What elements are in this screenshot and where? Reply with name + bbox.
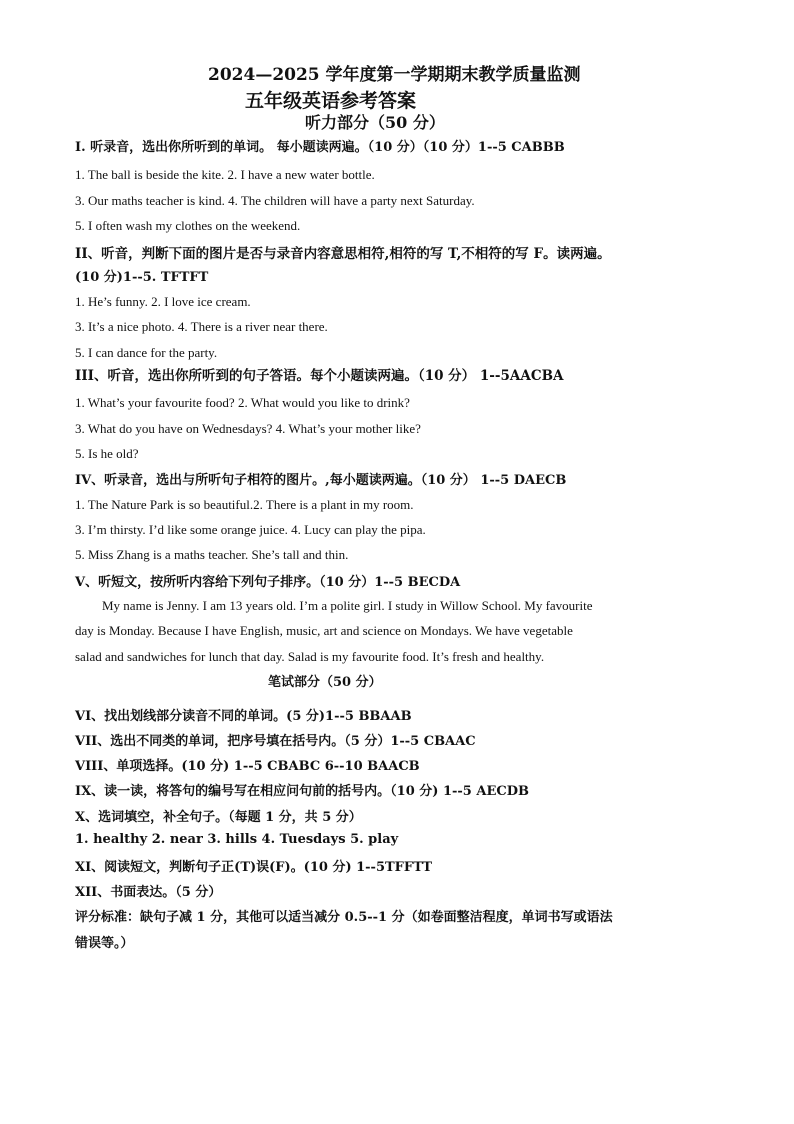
q4-line-1: 1. The Nature Park is so beautiful.2. There is a plant in my room. <box>75 497 414 512</box>
q5-passage-line-3: salad and sandwiches for lunch that day. Salad is my favourite food. It’s fresh and healthy. <box>75 649 545 664</box>
q1-line-2: 3. Our maths teacher is kind. 4. The children will have a party next Saturday. <box>75 193 475 208</box>
q4-line-3: 5. Miss Zhang is a maths teacher. She’s tall and thin. <box>75 547 349 562</box>
q5-passage-line-2: day is Monday. Because I have English, music, art and science on Mondays. We have vegetable <box>75 623 573 638</box>
q7-line: VII、选出不同类的单词，把序号填在括号内。（5 分）1--5 CBAAC <box>75 734 476 749</box>
q8-line: VIII、单项选择。(10 分) 1--5 CBABC 6--10 BAACB <box>75 759 420 774</box>
q9-line: IX、读一读，将答句的编号写在相应问句前的括号内。（10 分) 1--5 AECDB <box>75 784 529 799</box>
scoring-criteria-line-2: 错误等。） <box>75 936 134 951</box>
document-title: 2024—2025 学年度第一学期期末教学质量监测 <box>208 65 581 85</box>
q2-line-3: 5. I can dance for the party. <box>75 345 218 360</box>
q2-line-2: 3. It’s a nice photo. 4. There is a river near there. <box>75 319 328 334</box>
q2-heading: II、听音，判断下面的图片是否与录音内容意思相符,相符的写 T,不相符的写 F。读两遍。 <box>75 246 611 262</box>
q2-line-1: 1. He’s funny. 2. I love ice cream. <box>75 294 251 309</box>
q5-passage-line-1: My name is Jenny. I am 13 years old. I’m a polite girl. I study in Willow School. My favourite <box>102 598 593 613</box>
q2-heading-cont: (10 分)1--5. TFTFT <box>75 270 209 285</box>
q1-line-1: 1. The ball is beside the kite. 2. I have a new water bottle. <box>75 167 375 182</box>
q3-line-2: 3. What do you have on Wednesdays? 4. What’s your mother like? <box>75 421 421 436</box>
q4-line-2: 3. I’m thirsty. I’d like some orange juice. 4. Lucy can play the pipa. <box>75 522 426 537</box>
q5-heading: V、听短文，按所听内容给下列句子排序。（10 分）1--5 BECDA <box>75 575 461 590</box>
q3-line-1: 1. What’s your favourite food? 2. What would you like to drink? <box>75 395 410 410</box>
q10-line: X、选词填空，补全句子。（每题 1 分，共 5 分） <box>75 810 362 825</box>
q11-line: XI、阅读短文，判断句子正(T)误(F)。(10 分) 1--5TFFTT <box>75 860 433 875</box>
document-subtitle: 五年级英语参考答案 <box>245 90 417 112</box>
scoring-criteria-line-1: 评分标准：缺句子减 1 分，其他可以适当减分 0.5--1 分（如卷面整洁程度，单词书写或语法 <box>75 910 613 925</box>
q3-heading: III、听音，选出你所听到的句子答语。每个小题读两遍。（10 分） 1--5AACBA <box>75 368 564 384</box>
q1-heading: I. 听录音，选出你所听到的单词。 每小题读两遍。（10 分）（10 分）1--5 CABBB <box>75 140 565 155</box>
listening-section-title: 听力部分（50 分） <box>305 113 445 132</box>
q4-heading: IV、听录音，选出与所听句子相符的图片。,每小题读两遍。（10 分） 1--5 DAECB <box>75 473 567 488</box>
writing-section-title: 笔试部分（50 分） <box>268 675 382 690</box>
q3-line-3: 5. Is he old? <box>75 446 139 461</box>
q10-answers: 1. healthy 2. near 3. hills 4. Tuesdays 5. play <box>75 832 399 847</box>
q6-line: VI、找出划线部分读音不同的单词。(5 分)1--5 BBAAB <box>75 709 412 724</box>
q12-line: XII、书面表达。（5 分） <box>75 885 222 900</box>
q1-line-3: 5. I often wash my clothes on the weekend. <box>75 218 301 233</box>
